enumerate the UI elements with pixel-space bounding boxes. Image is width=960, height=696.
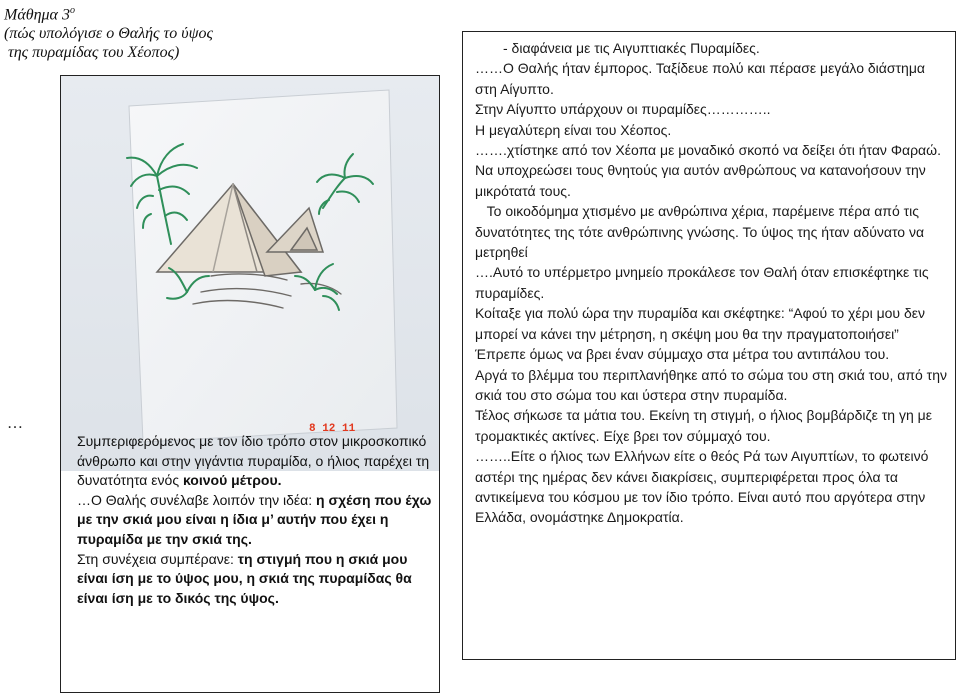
left-paragraph-1: Συμπεριφερόμενος με τον ίδιο τρόπο στον μικροσκοπικό άνθρωπο και στην γιγάντια πυραμίδα, ο ήλιος παρέχει τη δυνατότητα ενός κοινού μέτρου. [77, 433, 430, 489]
right-line-5: Να υποχρεώσει τους θνητούς για αυτόν ανθρώπους να κατανοήσουν την μικρότατά τους. [475, 162, 926, 199]
left-paragraph-3: Στη συνέχεια συμπέρανε: τη στιγμή που η σκιά μου είναι ίση με το ύψος μου, η σκιά της πυραμίδας θα είναι ίση με το δικός της ύψος. [77, 550, 412, 606]
lesson-title [4, 1, 254, 62]
left-panel-text [77, 432, 433, 608]
right-line-3: Η μεγαλύτερη είναι του Χέοπος. [475, 121, 672, 138]
left-paragraph-2: …Ο Θαλής συνέλαβε λοιπόν την ιδέα: η σχέση που έχω με την σκιά μου είναι η ίδια μ’ αυτήν που έχει η πυραμίδα με την σκιά της. [77, 491, 432, 547]
right-line-8: Κοίταξε για πολύ ώρα την πυραμίδα και σκέφτηκε: “Αφού το χέρι μου δεν μπορεί να κάνει την μέτρηση, η σκέψη μου θα την πραγματοποιήσει” [475, 305, 926, 342]
right-panel [462, 31, 956, 660]
left-panel [60, 75, 440, 693]
photo-date-stamp: 8 12 11 [309, 423, 356, 435]
right-line-2: Στην Αίγυπτο υπάρχουν οι πυραμίδες………….. [475, 101, 771, 118]
ellipsis-mark: … [7, 415, 23, 432]
pyramid-drawing [61, 76, 439, 471]
right-line-11: Τέλος σήκωσε τα μάτια του. Εκείνη τη στιγμή, ο ήλιος βομβάρδιζε τη γη με τρομακτικές ακτίνες. Είχε βρει τον σύμμαχό του. [475, 407, 932, 444]
right-line-7: ….Αυτό το υπέρμετρο μνημείο προκάλεσε τον Θαλή όταν επισκέφτηκε τις πυραμίδες. [475, 264, 929, 301]
right-line-9: Έπρεπε όμως να βρει έναν σύμμαχο στα μέτρα του αντιπάλου του. [475, 346, 890, 363]
right-line-4: …….χτίστηκε από τον Χέοπα με μοναδικό σκοπό να δείξει ότι ήταν Φαραώ. [475, 142, 941, 159]
right-line-1: ……Ο Θαλής ήταν έμπορος. Ταξίδευε πολύ και πέρασε μεγάλο διάστημα στη Αίγυπτο. [475, 60, 925, 97]
right-line-6: Το οικοδόμημα χτισμένο με ανθρώπινα χέρια, παρέμεινε πέρα από τις δυνατότητες της τότε ανθρώπινης γνώσης. Το ύψος της ήταν αδύνατο να μετρηθεί [475, 203, 928, 261]
title-line-1: Μάθημα $3^o$ [4, 5, 75, 24]
right-line-12: ……..Είτε ο ήλιος των Ελλήνων είτε ο θεός Ρά των Αιγυπτίων, το φωτεινό αστέρι της ημέρας δεν κάνει διακρίσεις, συμπεριφέρεται προς όλα τα αντικείμενα του κόσμου με τον ίδιο τρόπο. Είναι αυτό που αργότερα στην Ελλάδα, ονομάστηκε Δημοκρατία. [475, 448, 929, 526]
right-line-10: Αργά το βλέμμα του περιπλανήθηκε από το σώμα του στη σκιά του, από την σκιά του στο σώμα του και ύστερα στην πυραμίδα. [475, 366, 947, 403]
title-line-2: (πώς υπολόγισε ο Θαλής το ύψος [4, 25, 214, 43]
pyramid-drawing-photo [61, 76, 439, 471]
right-panel-text [475, 38, 949, 528]
right-line-0: - διαφάνεια με τις Αιγυπτιακές Πυραμίδες. [503, 40, 760, 56]
title-line-3: της πυραμίδας του Χέοπος) [8, 44, 180, 62]
